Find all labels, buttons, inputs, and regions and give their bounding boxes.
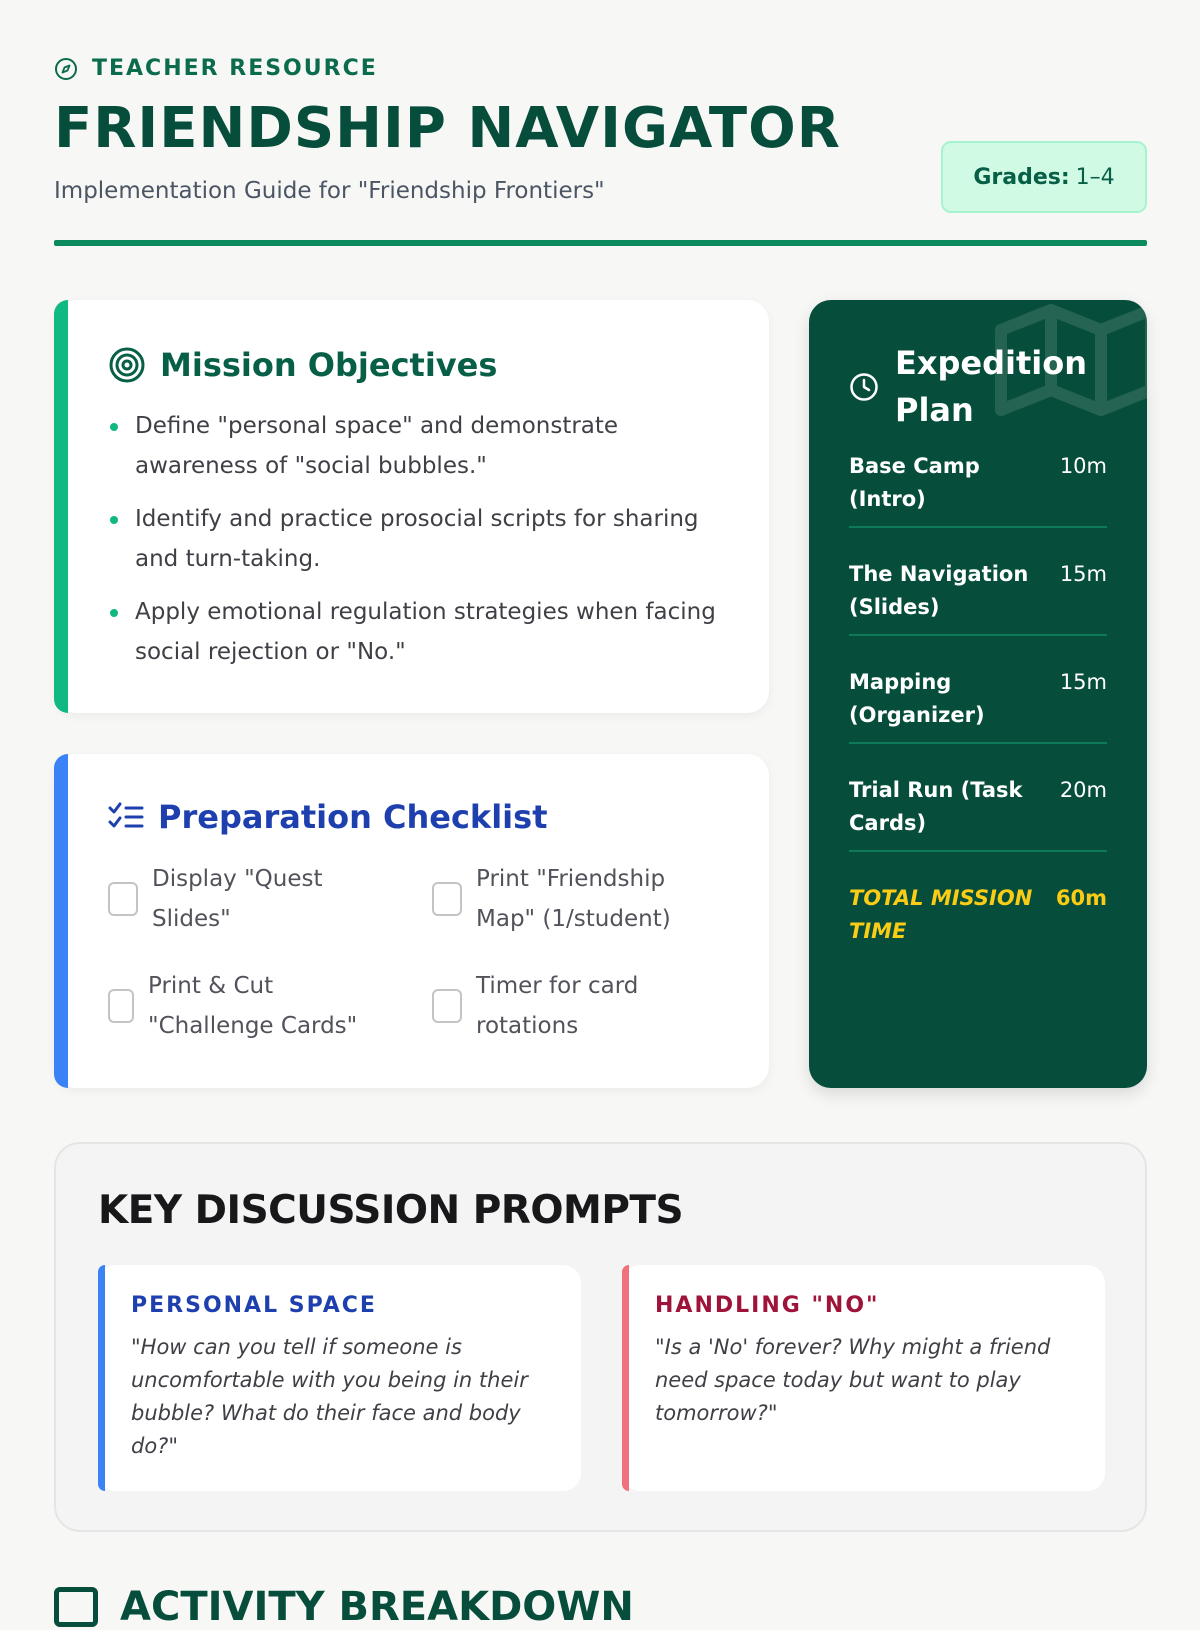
- header-divider: [54, 240, 1147, 246]
- grades-value: 1–4: [1075, 164, 1115, 190]
- objectives-header: [108, 346, 497, 384]
- prompt-text: "How can you tell if someone is uncomfortable with you being in their bubble? What do their face and body do?": [131, 1335, 528, 1458]
- prompts-title: KEY DISCUSSION PROMPTS: [98, 1188, 684, 1233]
- objective-item: Identify and practice prosocial scripts for sharing and turn-taking.: [108, 499, 718, 579]
- plan-total-value: 60m: [1055, 886, 1107, 910]
- plan-row-label: Trial Run (Task Cards): [849, 778, 1023, 835]
- clock-icon: [849, 372, 879, 402]
- objective-item: Define "personal space" and demonstrate awareness of "social bubbles.": [108, 406, 718, 486]
- mission-objectives-card: [54, 300, 769, 713]
- objectives-list: [108, 406, 718, 685]
- preparation-checklist-card: [54, 754, 769, 1088]
- plan-row-duration: 10m: [1059, 454, 1107, 478]
- eyebrow-label: TEACHER RESOURCE: [92, 56, 378, 81]
- checkbox[interactable]: [432, 989, 462, 1023]
- prompt-card-personal-space: [98, 1265, 581, 1491]
- plan-row: [849, 666, 1107, 744]
- plan-row-duration: 15m: [1059, 562, 1107, 586]
- page: [54, 0, 1147, 1630]
- expedition-plan-panel: [809, 300, 1147, 1088]
- discussion-prompts-section: [54, 1142, 1147, 1532]
- activity-breakdown-header: [54, 1584, 634, 1630]
- plan-row-label: Base Camp (Intro): [849, 454, 980, 511]
- plan-row: [849, 558, 1107, 636]
- plan-header: [849, 340, 1095, 434]
- checklist-item-label: Display "Quest Slides": [152, 866, 323, 932]
- plan-row-label: Mapping (Organizer): [849, 670, 985, 727]
- checklist-item-label: Timer for card rotations: [476, 973, 639, 1039]
- activity-breakdown-title: ACTIVITY BREAKDOWN: [120, 1584, 634, 1630]
- prompt-heading: PERSONAL SPACE: [131, 1293, 377, 1318]
- plan-total-row: [849, 882, 1107, 958]
- checklist-item-quest-slides[interactable]: [108, 859, 378, 939]
- compass-icon: [54, 57, 78, 81]
- plan-row-label: The Navigation (Slides): [849, 562, 1029, 619]
- checklist-item-label: Print "Friendship Map" (1/student): [476, 866, 671, 932]
- checklist-title: Preparation Checklist: [158, 798, 548, 836]
- checklist-item-timer[interactable]: [432, 966, 682, 1046]
- layout-icon: [54, 1587, 98, 1627]
- grades-badge: [941, 141, 1147, 213]
- page-title: FRIENDSHIP NAVIGATOR: [54, 96, 841, 161]
- plan-row: [849, 774, 1107, 852]
- target-icon: [108, 346, 146, 384]
- eyebrow: [54, 56, 378, 81]
- checklist-item-label: Print & Cut "Challenge Cards": [148, 973, 358, 1039]
- objective-item: Apply emotional regulation strategies when facing social rejection or "No.": [108, 592, 718, 672]
- grades-label: Grades:: [973, 164, 1070, 190]
- page-subtitle: Implementation Guide for "Friendship Frontiers": [54, 178, 605, 204]
- objectives-title: Mission Objectives: [160, 346, 498, 384]
- plan-row-duration: 15m: [1059, 670, 1107, 694]
- checklist-icon: [108, 802, 144, 832]
- checkbox[interactable]: [108, 882, 138, 916]
- checkbox[interactable]: [108, 989, 134, 1023]
- plan-row: [849, 450, 1107, 528]
- checkbox[interactable]: [432, 882, 462, 916]
- plan-total-label: TOTAL MISSION TIME: [849, 886, 1033, 943]
- checklist-header: [108, 798, 547, 836]
- prompt-text: "Is a 'No' forever? Why might a friend need space today but want to play tomorrow?": [655, 1335, 1051, 1425]
- plan-row-duration: 20m: [1059, 778, 1107, 802]
- plan-schedule: [849, 450, 1107, 958]
- checklist-item-friendship-map[interactable]: [432, 859, 722, 939]
- checklist-item-challenge-cards[interactable]: [108, 966, 398, 1046]
- plan-title: Expedition Plan: [895, 344, 1088, 429]
- prompt-card-handling-no: [622, 1265, 1105, 1491]
- prompt-heading: HANDLING "NO": [655, 1293, 880, 1318]
